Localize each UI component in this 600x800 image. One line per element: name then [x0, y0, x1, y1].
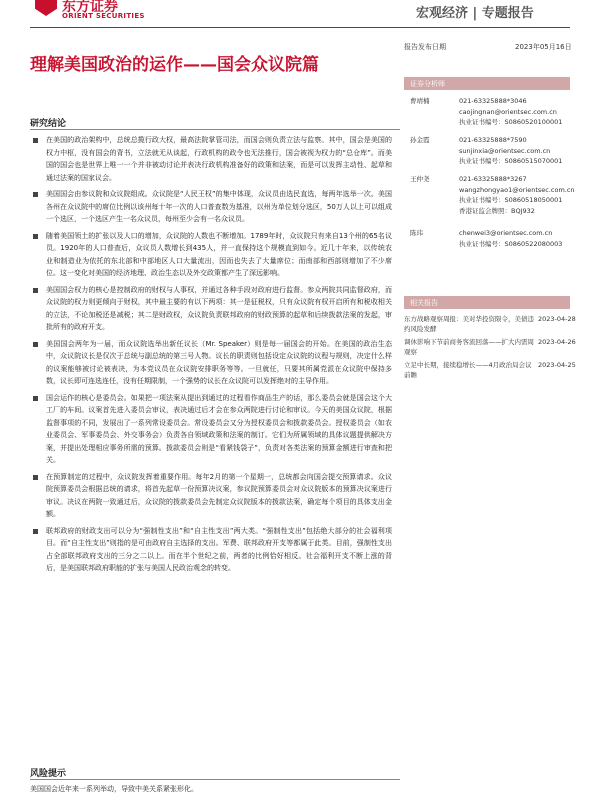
conclusion-item: 美国国会权力的核心是控制政府的财权与人事权，并通过各种手段对政府进行监督。参众两院共同监督政府，而众议院的权力则更倾向于财权，其中最主要的有以下两项：其一是征税权，只有众议院有权开启所有和税收相关的立法，不论加税还是减税；其二是财政权，众议院负责联邦政府的财政预算的起草和后续拨款法案的发起，审批所有的政府开支。 [30, 284, 392, 334]
header-divider [30, 27, 570, 28]
risk-divider [30, 779, 400, 780]
risk-section-title: 风险提示 [30, 769, 67, 779]
related-header [404, 296, 570, 309]
analyst-license: 执业证书编号：S0860520100001 [459, 118, 563, 126]
analyst-phone: 021-63325888*3267 [459, 175, 527, 183]
related-report-link[interactable]: 调休影响下节前商务客流回落——扩大内需周观察 [404, 338, 534, 356]
analyst-name: 孙金霞 [410, 136, 430, 144]
report-date-label: 报告发布日期 [404, 43, 446, 51]
related-report-date: 2023-04-25 [538, 361, 576, 369]
conclusion-item: 国会运作的核心是委员会。如果把一项法案从提出到通过的过程看作商品生产的话，那么委员会就是国会这个大工厂的车间。议案首先进入委员会审议，表决通过后才会在参众两院进行讨论和审议。今天的美国众议院，根据监督事项的不同，发展出了一系列常设委员会。常设委员会又分为授权委员会和拨款委员会。授权委员会（如农业委员会、军事委员会、外交事务会）负责各自领域政策和法案的制订。它们为所属领域的具体议题提供解决方案，并提出处理相应事务所需的预算。拨款委员会则是“看紧钱袋子”，负责对各类法案的预算金额进行审查和把关。 [30, 392, 392, 467]
analyst-info [459, 135, 574, 167]
conclusion-item: 美国国会两年为一届，而众议院选举出新任议长（Mr. Speaker）则是每一届国会的开始。在美国的政治生态中，众议院议长是仅次于总统与副总统的第三号人物。议长的职责则包括设定众议院的议程与规则，决定什么样的议案能够被讨论被表决，为本党议员在众议院安排职务等等。一旦就任，只要其所属党派在众议院中保持多数，议长即可连选连任，没有任期限制，一个强势的议长在众议院可以发挥绝对的主导作用。 [30, 338, 392, 388]
analyst-license: 执业证书编号：S0860515070001 [459, 157, 563, 165]
analyst-info [459, 96, 574, 128]
analyst-email[interactable]: chenwei3@orientsec.com.cn [459, 229, 553, 237]
logo-mark-icon [35, 0, 57, 16]
analyst-info [459, 174, 574, 216]
related-header-label: 相关报告 [410, 299, 438, 307]
report-title: 理解美国政治的运作——国会众议院篇 [30, 55, 319, 75]
conclusion-item: 在预算制定的过程中，众议院发挥着重要作用。每年2月的第一个星期一，总统都会向国会提交预算请求。众议院预算委员会根据总统的请求，将首先起草一份预算决议案，参议院预算委员会对众议院版本的预算决议案进行审议。决议在两院一致通过后，众议院的拨款委员会先制定众议院版本的拨款法案，确定每个项目的具体支出金额。 [30, 471, 392, 521]
risk-text: 美国国会近年来一系列举动，导致中美关系紧张形化。 [30, 785, 198, 793]
analyst-phone: 021-63325888*7590 [459, 136, 527, 144]
analyst-email[interactable]: sunjinxia@orientsec.com.cn [459, 146, 551, 155]
logo-english: ORIENT SECURITIES [62, 12, 145, 20]
conclusion-list [30, 134, 392, 579]
analyst-name: 王仲尧 [410, 175, 430, 183]
analyst-email[interactable]: caojingnan@orientsec.com.cn [459, 107, 557, 116]
conclusion-item: 美国国会由参议院和众议院组成。众议院是“人民王权”的集中体现，众议员由选民直选，每两年选举一次。美国各州在众议院中的席位比例以该州每十年一次的人口普查数为基准，以州为单位划分选区，50万人以上可以组成一个选区，一个选区产生一名众议员，每州至少会有一名众议员。 [30, 188, 392, 226]
report-category: 宏观经济 | 专题报告 [416, 6, 534, 21]
logo-chinese: 东方证券 [62, 0, 118, 15]
research-divider [30, 129, 400, 130]
conclusion-item: 联邦政府的财政支出可以分为“强制性支出”和“自主性支出”两大类。“强制性支出”包括绝大部分的社会福利项目。而“自主性支出”则指的是可由政府自主选择的支出。军费、联邦政府开支等都属于此类。目前，强制性支出占全部联邦政府支出的三分之二以上。而在半个世纪之前，两者的比例恰好相反。社会福利开支不断上涨的背后，是美国联邦政府职能的扩张与美国人民政治观念的转变。 [30, 525, 392, 575]
analyst-header [404, 77, 570, 90]
related-report-date: 2023-04-28 [538, 315, 576, 323]
analyst-name: 曹靖楠 [410, 97, 430, 105]
analyst-header-label: 证券分析师 [410, 80, 445, 88]
conclusion-item: 随着美国领土的扩张以及人口的增加，众议院的人数也不断增加。1789年时，众议院只有来自13个州的65名议员。1920年的人口普查后，众议员人数增长到435人，并一直保持这个规模直到如今。近几十年来，以传统农业和制造业为依托的东北部和中部地区人口大量流出，因而也失去了大量席位；而南部和西部则增加了不少席位。这一变化对美国的经济地理、政治生态以及外交政策都产生了深远影响。 [30, 230, 392, 280]
related-report-date: 2023-04-26 [538, 338, 576, 346]
analyst-info [459, 228, 574, 249]
report-date-value: 2023年05月16日 [515, 43, 572, 51]
analyst-license: 执业证书编号：S0860518050001 [459, 196, 563, 204]
analyst-phone: 021-63325888*3046 [459, 97, 527, 105]
analyst-email[interactable]: wangzhongyao1@orientsec.com.cn [459, 185, 575, 194]
research-section-title: 研究结论 [30, 119, 67, 129]
analyst-name: 陈玮 [410, 229, 423, 237]
analyst-hk-license: 香港证监会牌照：BQJ932 [459, 206, 535, 215]
related-report-link[interactable]: 东方战略观察周报：美对华投资限令，美债违约风险发酵 [404, 315, 534, 333]
related-report-link[interactable]: 立足中长期，接续稳增长——4月政治局会议前瞻 [404, 361, 532, 379]
conclusion-item: 在美国的政治架构中，总统总揽行政大权，最高法院掌管司法，而国会则负责立法与监察。其中，国会是美国的权力中枢，没有国会的背书，立法就无从谈起，行政机构的政令也无法推行，国会被视为权力的“总仓库”。而美国的国会也是世界上唯一一个并非被动讨论并表决行政机构准备好的政策和法案，而是可以发挥主动性、起草和通过法案的国家议会。 [30, 134, 392, 184]
analyst-license: 执业证书编号：S0860522080003 [459, 239, 563, 248]
